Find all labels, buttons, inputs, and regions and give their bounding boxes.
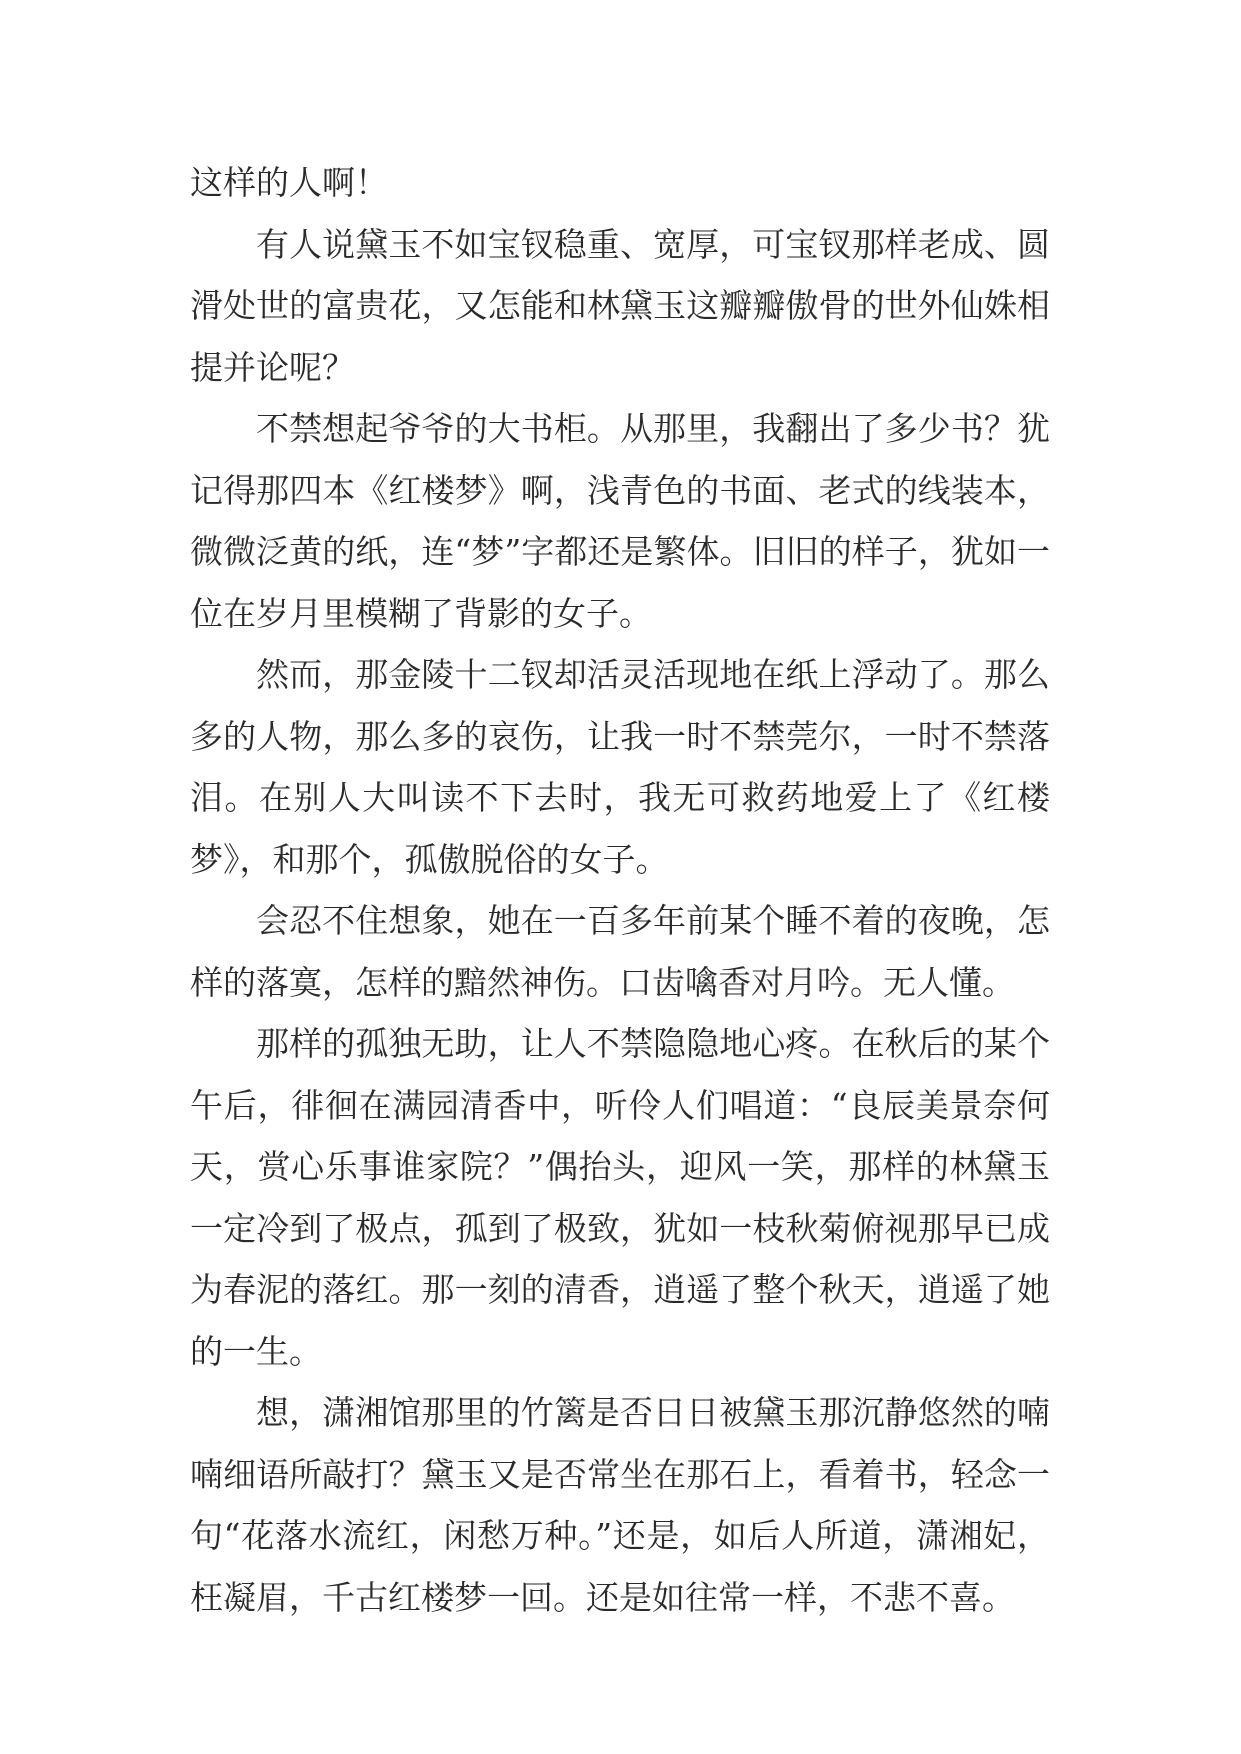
body-text [190, 152, 1050, 1628]
paragraph: 然而，那金陵十二钗却活灵活现地在纸上浮动了。那么多的人物，那么多的哀伤，让我一时不禁莞尔，一时不禁落泪。在别人大叫读不下去时，我无可救药地爱上了《红楼梦》，和那个，孤傲脱俗的女子。 [190, 655, 1050, 879]
paragraph-continuation: 这样的人啊！ [190, 163, 388, 202]
paragraph: 会忍不住想象，她在一百多年前某个睡不着的夜晚，怎样的落寞，怎样的黯然神伤。口齿噙香对月吟。无人懂。 [190, 901, 1050, 1002]
paragraph: 想，潇湘馆那里的竹篱是否日日被黛玉那沉静悠然的喃喃细语所敲打？黛玉又是否常坐在那石上，看着书，轻念一句“花落水流红，闲愁万种。”还是，如后人所道，潇湘妃，枉凝眉，千古红楼梦一回。还是如往常一样，不悲不喜。 [190, 1393, 1050, 1617]
paragraph: 不禁想起爷爷的大书柜。从那里，我翻出了多少书？犹记得那四本《红楼梦》啊，浅青色的书面、老式的线装本，微微泛黄的纸，连“梦”字都还是繁体。旧旧的样子，犹如一位在岁月里模糊了背影的女子。 [190, 409, 1050, 633]
paragraph: 那样的孤独无助，让人不禁隐隐地心疼。在秋后的某个午后，徘徊在满园清香中，听伶人们唱道：“良辰美景奈何天，赏心乐事谁家院？”偶抬头，迎风一笑，那样的林黛玉一定冷到了极点，孤到了极致，犹如一枝秋菊俯视那早已成为春泥的落红。那一刻的清香，逍遥了整个秋天，逍遥了她的一生。 [190, 1024, 1050, 1371]
paragraph: 有人说黛玉不如宝钗稳重、宽厚，可宝钗那样老成、圆滑处世的富贵花，又怎能和林黛玉这瓣瓣傲骨的世外仙姝相提并论呢？ [190, 224, 1050, 387]
